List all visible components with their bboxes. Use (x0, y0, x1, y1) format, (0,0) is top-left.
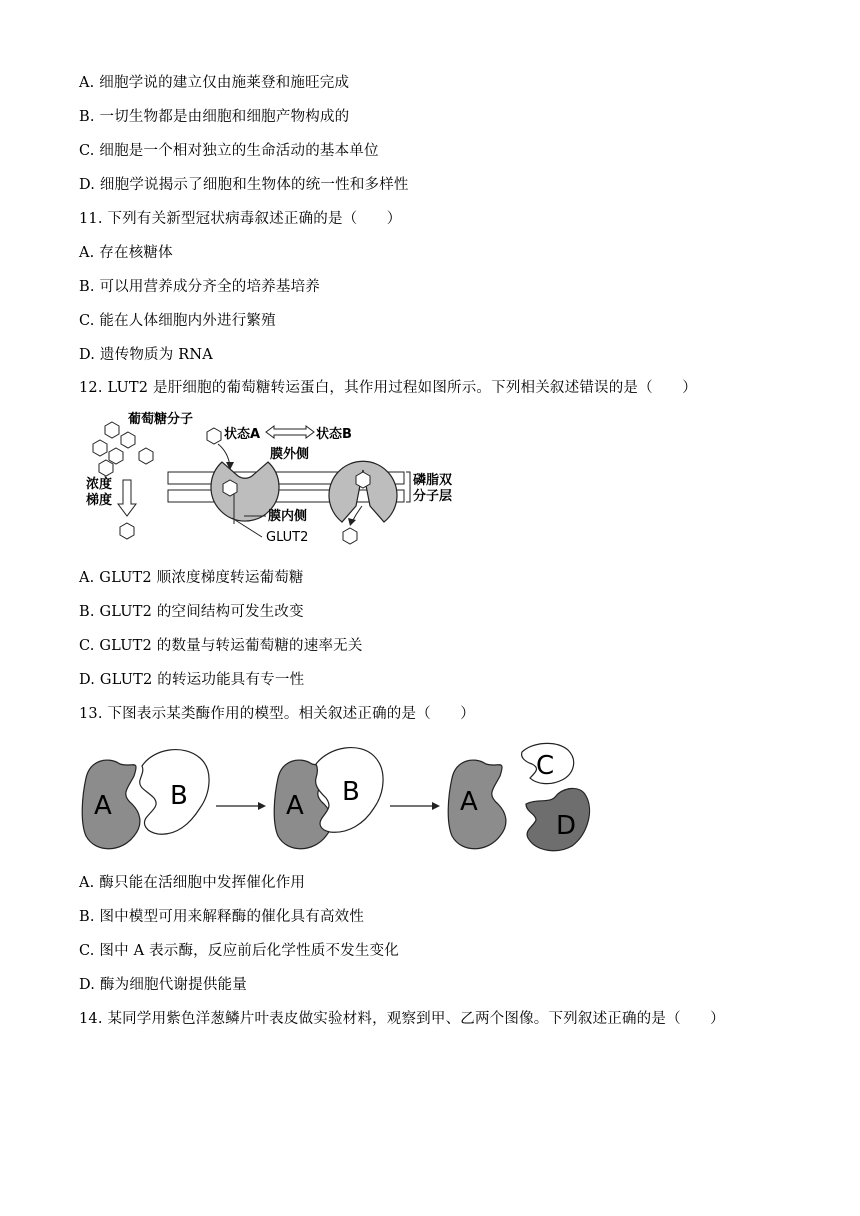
q12-option-b: B. GLUT2 的空间结构可发生改变 (79, 604, 304, 620)
enzyme-a-label-1: A (94, 791, 112, 821)
substrate-b-label-1: B (170, 781, 188, 811)
bilayer-label-2: 分子层 (413, 489, 453, 504)
glucose-molecules-outside (93, 422, 221, 476)
product-d-label: D (556, 811, 577, 841)
q11-option-b: B. 可以用营养成分齐全的培养基培养 (79, 279, 320, 295)
inside-label: 膜内侧 (268, 509, 308, 524)
state-exchange-arrow (266, 426, 314, 438)
state-b-label: 状态B (316, 427, 352, 442)
glut2-label: GLUT2 (266, 530, 309, 545)
outside-label: 膜外侧 (270, 447, 310, 462)
glucose-label: 葡萄糖分子 (128, 412, 194, 427)
concentration-gradient-arrow (118, 480, 136, 516)
glut2-transport-diagram (80, 410, 460, 550)
reaction-arrow-1 (216, 802, 266, 810)
q11-option-a: A. 存在核糖体 (79, 245, 173, 261)
q12-option-d: D. GLUT2 的转运功能具有专一性 (79, 672, 305, 688)
bilayer-label-1: 磷脂双 (413, 473, 453, 488)
product-c-label: C (536, 751, 555, 781)
state-a-label: 状态A (224, 427, 261, 442)
enzyme-panel-3 (448, 743, 589, 850)
q13-stem: 13. 下图表示某类酶作用的模型。相关叙述正确的是（ ） (79, 706, 475, 722)
gradient-label-2: 梯度 (86, 493, 113, 508)
q14-stem: 14. 某同学用紫色洋葱鳞片叶表皮做实验材料，观察到甲、乙两个图像。下列叙述正确的是（ ） (79, 1011, 725, 1027)
q13-option-d: D. 酶为细胞代谢提供能量 (79, 977, 247, 993)
enzyme-model-diagram (80, 738, 600, 860)
q10-option-c: C. 细胞是一个相对独立的生命活动的基本单位 (79, 143, 379, 159)
reaction-arrow-2 (390, 802, 440, 810)
q11-option-c: C. 能在人体细胞内外进行繁殖 (79, 313, 276, 329)
q12-option-c: C. GLUT2 的数量与转运葡萄糖的速率无关 (79, 638, 363, 654)
q10-option-d: D. 细胞学说揭示了细胞和生物体的统一性和多样性 (79, 177, 409, 193)
q11-stem: 11. 下列有关新型冠状病毒叙述正确的是（ ） (79, 211, 402, 227)
q13-option-c: C. 图中 A 表示酶，反应前后化学性质不发生变化 (79, 943, 399, 959)
gradient-label-1: 浓度 (86, 477, 113, 492)
q12-stem: 12. LUT2 是肝细胞的葡萄糖转运蛋白，其作用过程如图所示。下列相关叙述错误的是（ ） (79, 380, 697, 396)
q10-option-b: B. 一切生物都是由细胞和细胞产物构成的 (79, 109, 350, 125)
q10-option-a: A. 细胞学说的建立仅由施莱登和施旺完成 (79, 75, 350, 91)
enzyme-a-label-3: A (460, 787, 478, 817)
enzyme-panel-1 (82, 750, 209, 849)
enzyme-a-label-2: A (286, 791, 304, 821)
substrate-b-label-2: B (342, 777, 360, 807)
q11-option-d: D. 遗传物质为 RNA (79, 347, 213, 363)
q12-option-a: A. GLUT2 顺浓度梯度转运葡萄糖 (79, 570, 304, 586)
q13-option-b: B. 图中模型可用来解释酶的催化具有高效性 (79, 909, 365, 925)
enzyme-panel-2 (274, 748, 383, 849)
q13-option-a: A. 酶只能在活细胞中发挥催化作用 (79, 875, 306, 891)
